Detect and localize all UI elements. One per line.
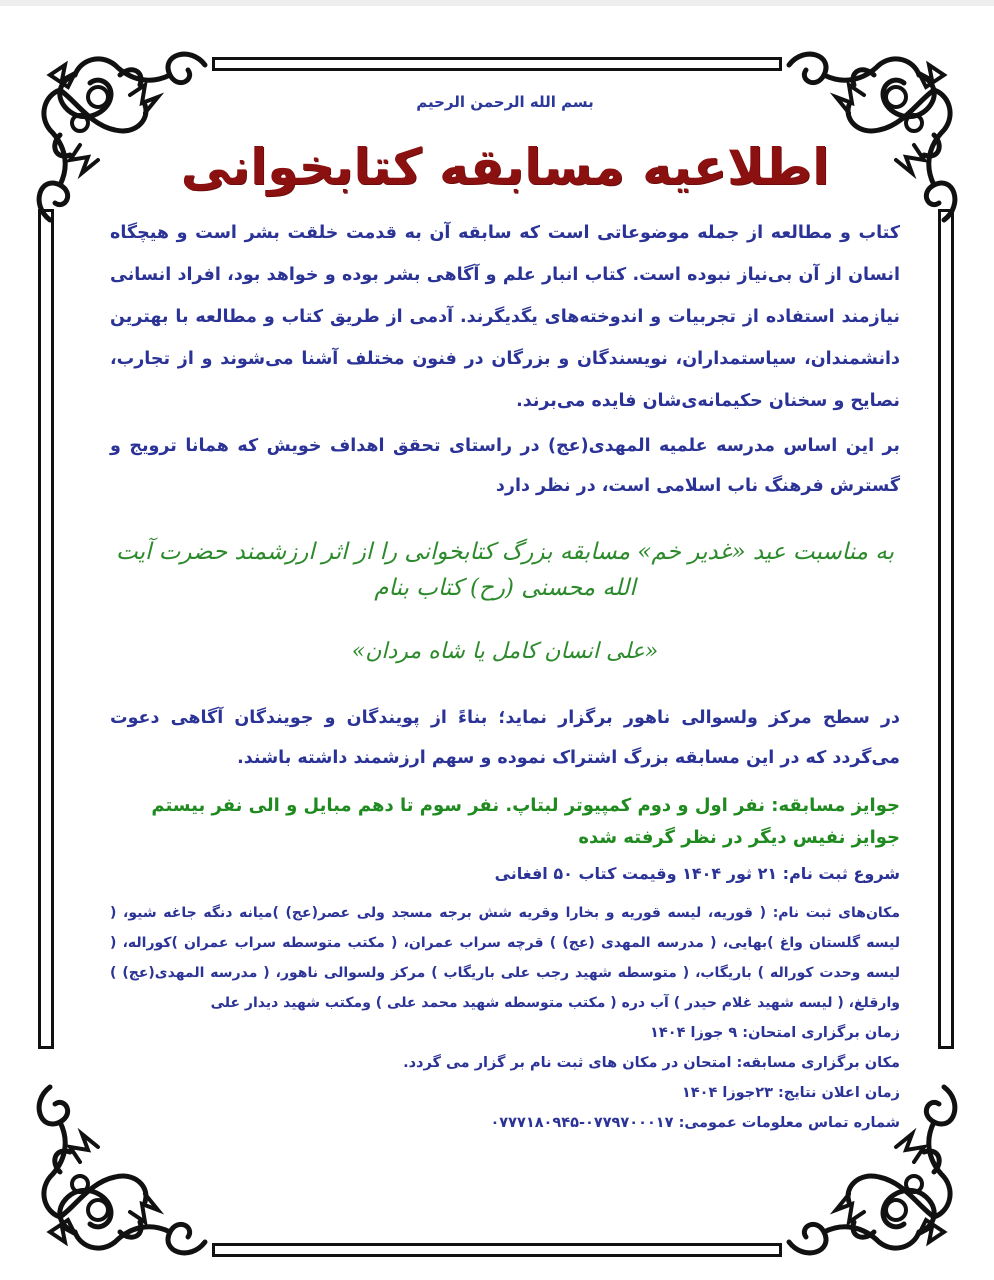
contact-numbers: شماره تماس معلومات عمومی: ۰۷۷۹۷۰۰۰۱۷-۰۷۷۷۱۸۰۹۴۵ <box>490 1115 900 1131</box>
book-title: «علی انسان کامل یا شاه مردان» <box>351 639 659 664</box>
notice-content <box>110 80 900 1138</box>
occasion-line: به مناسبت عید «غدیر خم» مسابقه بزرگ کتابخوانی را از اثر ارزشمند حضرت آیت الله محسنی (رح) کتاب بنام <box>116 539 894 601</box>
registration-start: شروع ثبت نام: ۲۱ ثور ۱۴۰۴ وقیمت کتاب ۵۰ افغانی <box>494 864 900 883</box>
frame-bar-right <box>938 209 954 1049</box>
invitation-paragraph: در سطح مرکز ولسوالی ناهور برگزار نماید؛ بناءً از پویندگان و جویندگان آگاهی دعوت می‌گردد که در این مسابقه بزرگ اشتراک نموده و سهم ارزشمند داشته باشند. <box>110 708 900 768</box>
exam-place: مکان برگزاری مسابقه: امتحان در مکان های ثبت نام بر گزار می گردد. <box>403 1055 900 1071</box>
results-time: زمان اعلان نتایج: ۲۳جوزا ۱۴۰۴ <box>681 1085 900 1101</box>
top-strip <box>0 0 994 6</box>
notice-title: اطلاعیه مسابقه کتابخوانی <box>180 138 830 196</box>
frame-bar-top <box>212 57 782 71</box>
bismillah-header: بسم الله الرحمن الرحیم <box>416 93 594 111</box>
frame-bar-bottom <box>212 1243 782 1257</box>
registration-places: مکان‌های ثبت نام: ( قوریه، لیسه قوریه و بخارا وقریه شش برجه مسجد ولی عصر(عج) )میانه دنگه جاغه شیو، ( لیسه گلستان واغ )بهایی، ( مدرسه المهدی (عج) ) قرچه سراب عمران، ( مکتب متوسطه سراب عمران )کوراله، ( لیسه وحدت کوراله ) باریگاب، ( متوسطه شهید رجب علی باریگاب ) مرکز ولسوالی ناهور، ( مدرسه المهدی(عج) ) وارقلغ، ( لیسه شهید غلام حیدر ) آب دره ( مکتب متوسطه شهید محمد علی ) ومکتب شهید دیدار علی <box>110 905 900 1011</box>
purpose-paragraph: بر این اساس مدرسه علمیه المهدی(عج) در راستای تحقق اهداف خویش که همانا ترویج و گسترش فرهنگ ناب اسلامی است، در نظر دارد <box>110 436 900 496</box>
intro-paragraph: کتاب و مطالعه از جمله موضوعاتی است که سابقه آن به قدمت خلقت بشر است و هیچگاه انسان از آن بی‌نیاز نبوده است. کتاب انبار علم و آگاهی بشر بوده و خواهد بود، افراد انسانی نیازمند استفاده از تجربیات و اندوخته‌های یگدیگرند. آدمی از طریق کتاب و مطالعه با بهترین دانشمندان، سیاستمداران، نویسندگان و بزرگان در فنون مختلف آشنا می‌شوند و از تجارب، نصایح و سخنان حکیمانه‌ی‌شان فایده می‌برند. <box>110 223 900 411</box>
frame-bar-left <box>38 209 54 1049</box>
prizes-text: جوایز مسابقه: نفر اول و دوم کمپیوتر لبتاپ. نفر سوم تا دهم مبایل و الی نفر بیستم جوایز نفیس دیگر در نظر گرفته شده <box>151 795 900 848</box>
exam-time: زمان برگزاری امتحان: ۹ جوزا ۱۴۰۴ <box>650 1025 900 1041</box>
